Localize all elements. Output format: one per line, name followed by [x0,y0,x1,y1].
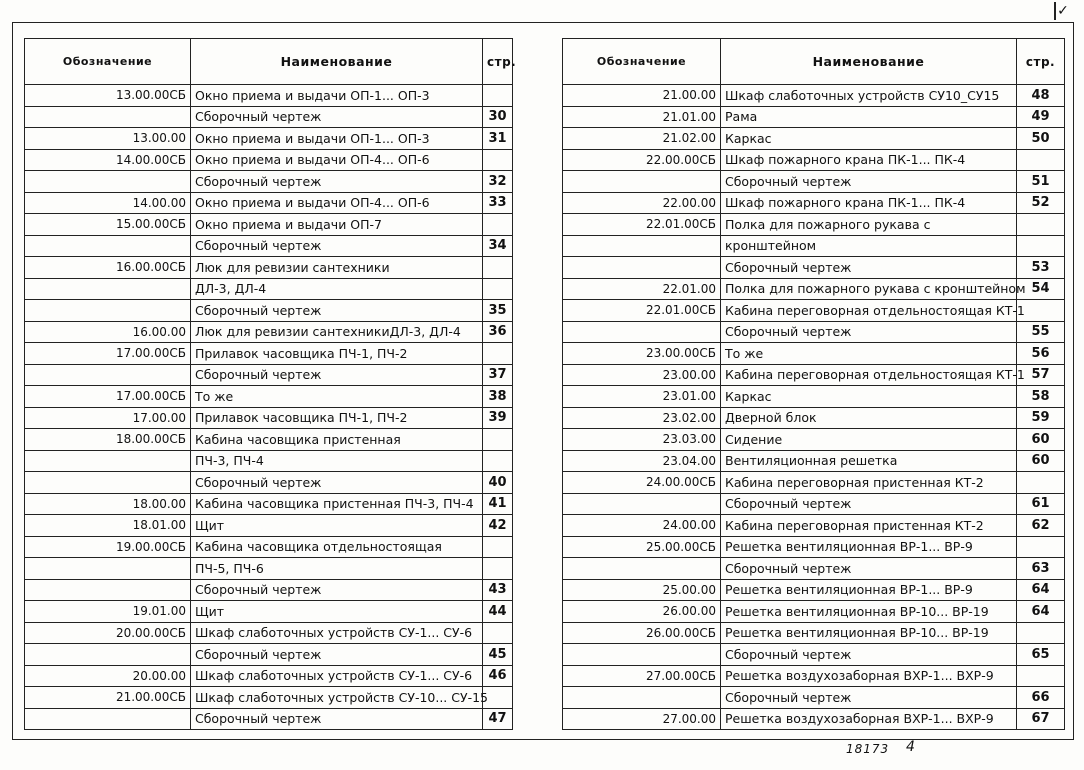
row-name: Сборочный чертеж [721,257,1017,279]
row-code: 17.00.00СБ [25,343,191,365]
row-code [563,257,721,279]
table-row [563,386,1065,408]
row-page: 46 [483,665,513,687]
row-name: Дверной блок [721,407,1017,429]
row-page: 39 [483,407,513,429]
row-page: 33 [483,192,513,214]
row-name: Сборочный чертеж [721,171,1017,193]
table-row [563,364,1065,386]
row-page: 37 [483,364,513,386]
row-name: Сборочный чертеж [721,321,1017,343]
row-page: 40 [483,472,513,494]
table-row [25,472,513,494]
row-code [563,558,721,580]
header-page: стр. [1017,39,1065,85]
row-page [483,149,513,171]
row-name: Люк для ревизии сантехникиДЛ-3, ДЛ-4 [191,321,483,343]
row-page [483,558,513,580]
row-code: 18.00.00 [25,493,191,515]
table-row [25,665,513,687]
row-name: Щит [191,601,483,623]
row-code: 23.03.00 [563,429,721,451]
header-name: Наименование [721,39,1017,85]
row-name: Шкаф слаботочных устройств СУ10_СУ15 [721,85,1017,107]
row-name: Каркас [721,386,1017,408]
row-name: Прилавок часовщика ПЧ-1, ПЧ-2 [191,343,483,365]
row-name: Решетка вентиляционная ВР-1... ВР-9 [721,579,1017,601]
table-row [563,300,1065,322]
table-row [563,708,1065,730]
row-page: 64 [1017,579,1065,601]
row-page [1017,149,1065,171]
row-page: 32 [483,171,513,193]
row-code: 23.01.00 [563,386,721,408]
table-row [25,214,513,236]
table-row [563,128,1065,150]
row-name: ДЛ-3, ДЛ-4 [191,278,483,300]
row-page [1017,472,1065,494]
row-code [25,300,191,322]
row-name: Вентиляционная решетка [721,450,1017,472]
table-row [563,278,1065,300]
row-code [563,321,721,343]
table-row [25,515,513,537]
row-page [483,343,513,365]
row-page: 63 [1017,558,1065,580]
table-row [25,386,513,408]
row-name: Сборочный чертеж [191,300,483,322]
table-header-row [563,39,1065,85]
row-code: 24.00.00СБ [563,472,721,494]
row-name: Каркас [721,128,1017,150]
row-page: 31 [483,128,513,150]
row-name: Шкаф слаботочных устройств СУ-1... СУ-6 [191,622,483,644]
corner-check-mark: ✓ [1050,2,1076,20]
row-name: Рама [721,106,1017,128]
row-page [1017,536,1065,558]
row-name: Сборочный чертеж [191,644,483,666]
row-page [1017,214,1065,236]
table-row [563,579,1065,601]
table-row [25,85,513,107]
row-code [563,644,721,666]
row-page: 55 [1017,321,1065,343]
table-row [25,429,513,451]
row-code: 19.00.00СБ [25,536,191,558]
table-row [563,85,1065,107]
row-page: 61 [1017,493,1065,515]
row-page [483,536,513,558]
row-code [563,687,721,709]
row-page: 58 [1017,386,1065,408]
row-code: 23.00.00СБ [563,343,721,365]
row-code: 21.02.00 [563,128,721,150]
table-row [563,149,1065,171]
row-code [25,450,191,472]
row-code: 13.00.00СБ [25,85,191,107]
table-row [25,321,513,343]
row-name: Кабина часовщика отдельностоящая [191,536,483,558]
row-page: 62 [1017,515,1065,537]
row-page: 36 [483,321,513,343]
table-row [563,687,1065,709]
table-row [25,235,513,257]
table-row [563,407,1065,429]
row-name: Решетка вентиляционная ВР-10... ВР-19 [721,601,1017,623]
row-code: 20.00.00 [25,665,191,687]
table-row [25,300,513,322]
table-row [563,536,1065,558]
table-row [25,493,513,515]
row-page: 49 [1017,106,1065,128]
row-page: 64 [1017,601,1065,623]
row-name: Шкаф пожарного крана ПК-1... ПК-4 [721,149,1017,171]
row-code: 22.00.00СБ [563,149,721,171]
row-page: 38 [483,386,513,408]
table-row [25,601,513,623]
table-row [563,214,1065,236]
row-code: 22.01.00СБ [563,300,721,322]
row-name: ПЧ-5, ПЧ-6 [191,558,483,580]
table-row [25,644,513,666]
table-row [25,128,513,150]
table-row [25,536,513,558]
table-row [563,472,1065,494]
row-name: Окно приема и выдачи ОП-7 [191,214,483,236]
row-code: 16.00.00 [25,321,191,343]
row-page: 35 [483,300,513,322]
table-row [563,192,1065,214]
table-row [563,515,1065,537]
row-code: 16.00.00СБ [25,257,191,279]
row-name: Сборочный чертеж [721,493,1017,515]
row-code: 24.00.00 [563,515,721,537]
row-page [483,429,513,451]
table-row [563,493,1065,515]
row-code: 21.00.00 [563,85,721,107]
row-code: 19.01.00 [25,601,191,623]
table-row [25,579,513,601]
row-page: 30 [483,106,513,128]
row-name: Сборочный чертеж [191,579,483,601]
table-row [25,278,513,300]
table-row [563,106,1065,128]
row-name: Сборочный чертеж [191,472,483,494]
row-page: 57 [1017,364,1065,386]
table-row [563,257,1065,279]
row-code [25,171,191,193]
row-name: Сборочный чертеж [721,558,1017,580]
table-row [563,343,1065,365]
row-page: 47 [483,708,513,730]
row-code: 25.00.00СБ [563,536,721,558]
row-code: 23.00.00 [563,364,721,386]
table-row [563,429,1065,451]
row-name: Окно приема и выдачи ОП-4... ОП-6 [191,149,483,171]
row-code [563,493,721,515]
row-name: Кабина переговорная отдельностоящая КТ-1 [721,300,1017,322]
table-row [563,601,1065,623]
row-page: 43 [483,579,513,601]
row-name: Шкаф слаботочных устройств СУ-1... СУ-6 [191,665,483,687]
row-name: Решетка воздухозаборная ВХР-1... ВХР-9 [721,708,1017,730]
row-page: 51 [1017,171,1065,193]
row-name: Сборочный чертеж [191,171,483,193]
table-row [25,558,513,580]
row-code: 14.00.00СБ [25,149,191,171]
header-name: Наименование [191,39,483,85]
row-code: 22.00.00 [563,192,721,214]
row-page: 41 [483,493,513,515]
row-page: 59 [1017,407,1065,429]
row-page [483,450,513,472]
row-name: Кабина часовщика пристенная [191,429,483,451]
table-row [563,450,1065,472]
row-page [483,278,513,300]
row-code: 18.01.00 [25,515,191,537]
table-row [563,665,1065,687]
row-name: Полка для пожарного рукава с кронштейном [721,278,1017,300]
contents-table-right [562,38,1065,730]
row-page: 53 [1017,257,1065,279]
row-name: Сборочный чертеж [721,687,1017,709]
table-row [25,708,513,730]
row-code [25,558,191,580]
row-name: Щит [191,515,483,537]
row-name: Кабина часовщика пристенная ПЧ-3, ПЧ-4 [191,493,483,515]
row-name: Окно приема и выдачи ОП-1... ОП-3 [191,128,483,150]
row-name: То же [721,343,1017,365]
table-row [25,171,513,193]
row-page: 56 [1017,343,1065,365]
sheet-number: 4 [906,739,915,755]
row-page [483,622,513,644]
row-code: 17.00.00СБ [25,386,191,408]
row-code: 20.00.00СБ [25,622,191,644]
header-page: стр. [483,39,513,85]
header-code: Обозначение [25,39,191,85]
row-name: Решетка вентиляционная ВР-10... ВР-19 [721,622,1017,644]
row-code: 14.00.00 [25,192,191,214]
row-code: 13.00.00 [25,128,191,150]
row-page [1017,235,1065,257]
row-code [25,278,191,300]
row-code: 22.01.00СБ [563,214,721,236]
row-name: Шкаф слаботочных устройств СУ-10... СУ-15 [191,687,483,709]
row-name: То же [191,386,483,408]
row-code: 27.00.00СБ [563,665,721,687]
row-name: Кабина переговорная пристенная КТ-2 [721,515,1017,537]
row-page: 66 [1017,687,1065,709]
row-page: 44 [483,601,513,623]
row-code [25,579,191,601]
row-name: Прилавок часовщика ПЧ-1, ПЧ-2 [191,407,483,429]
row-code: 15.00.00СБ [25,214,191,236]
row-name: кронштейном [721,235,1017,257]
row-code [563,171,721,193]
table-row [25,192,513,214]
row-code [25,106,191,128]
row-code [25,235,191,257]
row-name: Полка для пожарного рукава с [721,214,1017,236]
row-page: 50 [1017,128,1065,150]
row-name: Сборочный чертеж [191,235,483,257]
table-row [25,622,513,644]
row-code: 26.00.00 [563,601,721,623]
row-code: 22.01.00 [563,278,721,300]
row-page: 60 [1017,450,1065,472]
row-page: 48 [1017,85,1065,107]
table-row [25,407,513,429]
row-code: 25.00.00 [563,579,721,601]
table-row [25,106,513,128]
row-name: Сборочный чертеж [191,364,483,386]
row-name: ПЧ-3, ПЧ-4 [191,450,483,472]
row-page: 60 [1017,429,1065,451]
row-name: Шкаф пожарного крана ПК-1... ПК-4 [721,192,1017,214]
row-code: 21.00.00СБ [25,687,191,709]
contents-table-left [24,38,517,730]
table-row [25,364,513,386]
row-name: Люк для ревизии сантехники [191,257,483,279]
row-page [483,85,513,107]
row-page: 67 [1017,708,1065,730]
row-name: Сборочный чертеж [191,106,483,128]
row-code: 23.04.00 [563,450,721,472]
row-name: Решетка вентиляционная ВР-1... ВР-9 [721,536,1017,558]
table-row [563,644,1065,666]
row-code: 18.00.00СБ [25,429,191,451]
table-row [25,687,513,709]
row-code: 23.02.00 [563,407,721,429]
table-row [563,321,1065,343]
row-page [1017,622,1065,644]
row-page: 34 [483,235,513,257]
row-code [25,364,191,386]
row-code: 27.00.00 [563,708,721,730]
row-code [25,644,191,666]
table-row [563,235,1065,257]
row-page [483,214,513,236]
table-header-row [25,39,513,85]
row-name: Сборочный чертеж [191,708,483,730]
row-page: 54 [1017,278,1065,300]
table-row [563,558,1065,580]
row-code: 26.00.00СБ [563,622,721,644]
document-number: 18173 [846,742,890,756]
row-name: Окно приема и выдачи ОП-1... ОП-3 [191,85,483,107]
row-name: Кабина переговорная пристенная КТ-2 [721,472,1017,494]
table-row [563,622,1065,644]
row-page: 45 [483,644,513,666]
row-code [25,472,191,494]
row-page: 52 [1017,192,1065,214]
row-name: Окно приема и выдачи ОП-4... ОП-6 [191,192,483,214]
row-code [25,708,191,730]
table-row [25,450,513,472]
row-name: Решетка воздухозаборная ВХР-1... ВХР-9 [721,665,1017,687]
table-row [563,171,1065,193]
table-row [25,257,513,279]
row-page: 65 [1017,644,1065,666]
table-row [25,149,513,171]
row-code: 17.00.00 [25,407,191,429]
header-code: Обозначение [563,39,721,85]
row-name: Кабина переговорная отдельностоящая КТ-1 [721,364,1017,386]
row-code [563,235,721,257]
row-page [1017,665,1065,687]
row-name: Сидение [721,429,1017,451]
row-page: 42 [483,515,513,537]
row-code: 21.01.00 [563,106,721,128]
table-row [25,343,513,365]
row-page [483,257,513,279]
row-name: Сборочный чертеж [721,644,1017,666]
